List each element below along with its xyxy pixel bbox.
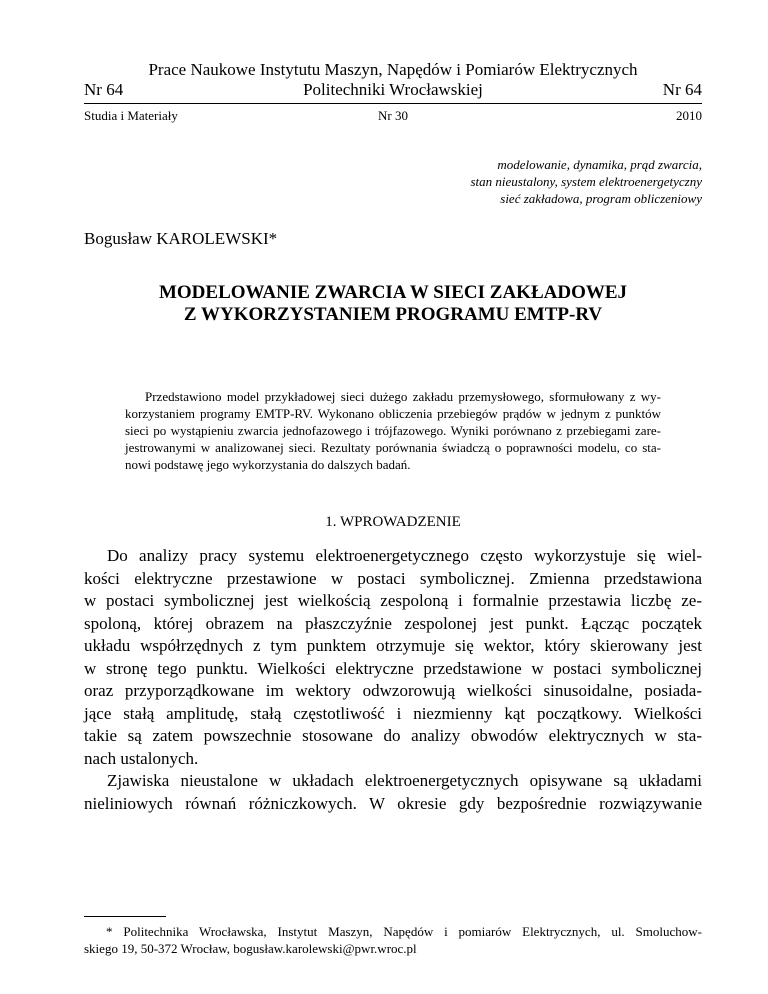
issue-number-right: Nr 64 bbox=[662, 80, 702, 99]
body-line: układu współrzędnych z tym punktem otrzymuje się wektor, który skierowany jest bbox=[84, 636, 702, 655]
body-line: jące stałą amplitudę, stałą częstotliwość i niezmienny kąt początkowy. Wielkości bbox=[84, 703, 702, 723]
title-line: Z WYKORZYSTANIEM PROGRAMU EMTP-RV bbox=[183, 304, 603, 325]
publication-year: 2010 bbox=[676, 108, 702, 123]
series-name: Studia i Materiały bbox=[84, 108, 178, 123]
footnote-line: * Politechnika Wrocławska, Instytut Maszyn, Napędów i pomiarów Elektrycznych, ul. Smoluchow- bbox=[106, 924, 702, 939]
body-line: Do analizy pracy systemu elektroenergetycznego często wykorzystuje się wiel- bbox=[107, 546, 702, 565]
issue-number-left: Nr 64 bbox=[84, 80, 124, 99]
body-text bbox=[84, 545, 702, 815]
title-line: MODELOWANIE ZWARCIA W SIECI ZAKŁADOWEJ bbox=[158, 282, 628, 303]
abstract-line: korzystaniem programy EMTP-RV. Wykonano obliczenia przebiegów prądów w jednym z punktów bbox=[125, 406, 661, 421]
keywords-line: modelowanie, dynamika, prąd zwarcia, bbox=[497, 157, 702, 172]
journal-header-row bbox=[84, 80, 702, 102]
keywords bbox=[470, 156, 702, 207]
series-issue: Nr 30 bbox=[378, 108, 408, 123]
keywords-line: sieć zakładowa, program obliczeniowy bbox=[500, 191, 702, 206]
section-heading: 1. WPROWADZENIE bbox=[325, 514, 461, 530]
footnote bbox=[84, 923, 702, 957]
body-line: Zjawiska nieustalone w układach elektroenergetycznych opisywane są układami bbox=[107, 771, 702, 790]
abstract bbox=[125, 388, 661, 473]
abstract-line: nowi podstawę jego wykorzystania do dalszych badań. bbox=[125, 457, 411, 472]
footnote-rule bbox=[84, 916, 166, 917]
header-rule bbox=[84, 103, 702, 104]
paper-title bbox=[84, 282, 702, 326]
body-line: oraz przyporządkowane im wektory odwzorowują wielkości sinusoidalne, posiada- bbox=[84, 681, 702, 700]
abstract-line: jestrowanymi w analizowanej sieci. Rezultaty porównania świadczą o poprawności modelu, co sta- bbox=[125, 440, 661, 455]
body-line: nach ustalonych. bbox=[84, 748, 199, 768]
series-meta-row bbox=[84, 108, 702, 124]
body-line: spoloną, której obrazem na płaszczyźnie zespolonej jest punkt. Łącząc początek bbox=[84, 613, 702, 633]
body-line: kości elektryczne przestawione w postaci symbolicznej. Zmienna przedstawiona bbox=[84, 568, 702, 588]
author-name: Bogusław KAROLEWSKI* bbox=[84, 229, 278, 248]
body-line: takie są zatem powszechnie stosowane do analizy obwodów elektrycznych w sta- bbox=[84, 726, 702, 745]
body-line: w postaci symbolicznej jest wielkością zespoloną i formalnie przestawia liczbę ze- bbox=[84, 591, 702, 610]
abstract-line: sieci po wystąpieniu zwarcia jednofazowego i trójfazowego. Wyniki porównano z przebiegami zare- bbox=[125, 423, 661, 438]
abstract-line: Przedstawiono model przykładowej sieci dużego zakładu przemysłowego, sformułowany z wy- bbox=[145, 389, 661, 404]
body-line: nieliniowych równań różniczkowych. W okresie gdy bezpośrednie rozwiązywanie bbox=[84, 793, 702, 813]
journal-title-line1: Prace Naukowe Instytutu Maszyn, Napędów i Pomiarów Elektrycznych bbox=[148, 60, 638, 79]
footnote-line: skiego 19, 50-372 Wrocław, bogusław.karolewski@pwr.wroc.pl bbox=[84, 941, 417, 956]
body-line: w stronę tego punktu. Wielkości elektryczne przedstawione w postaci symbolicznej bbox=[84, 658, 702, 678]
keywords-line: stan nieustalony, system elektroenergetyczny bbox=[470, 174, 702, 189]
journal-title-line2: Politechniki Wrocławskiej bbox=[303, 80, 483, 99]
